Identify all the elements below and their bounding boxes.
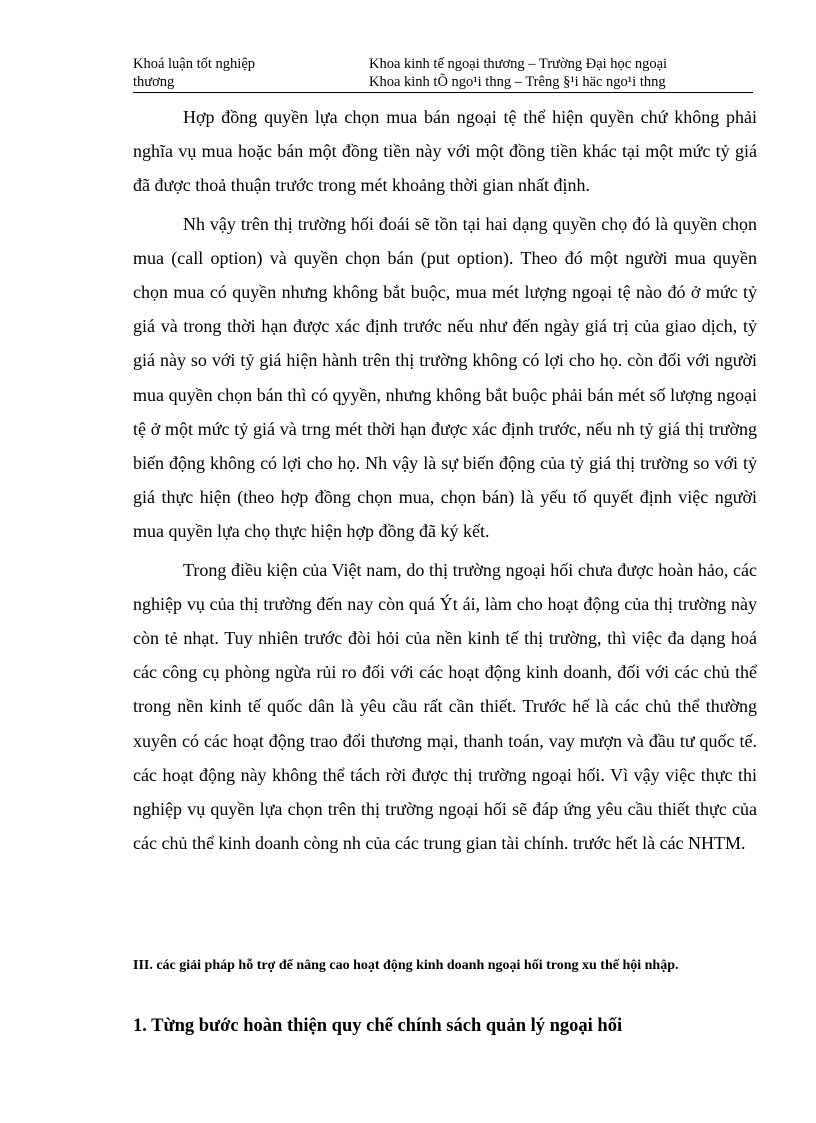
header-divider (133, 92, 753, 93)
header-thesis-label-cont: thương (133, 74, 175, 90)
header-faculty-label: Khoa kinh tế ngoại thương – Trường Đại học ngoại (369, 56, 668, 72)
paragraph-2: Nh vậy trên thị trường hối đoái sẽ tồn tại hai dạng quyền chọ đó là quyền chọn mua (call option) và quyền chọn bán (put option). Theo đó một người mua quyền chọn mua có quyền nhưng không bắt buộc, mua mét lượng ngoại tệ nào đó ở mức tỷ giá và trong thời hạn được xác định trước nếu như đến ngày giá trị của giao dịch, tỷ giá này so với tỷ giá hiện hành trên thị trường không có lợi cho họ. còn đối với người mua quyền chọn bán thì có qyyền, nhưng không bắt buộc phải bán mét số lượng ngoại tệ ở một mức tỷ giá và trng mét thời hạn được xác định trước, nếu nh tỷ giá thị trường biến động không có lợi cho họ. Nh vậy là sự biến động của tỷ giá thị trường so với tỷ giá thực hiện (theo hợp đồng chọn mua, chọn bán) là yếu tố quyết định việc người mua quyền lựa chọ thực hiện hợp đồng đã ký kết. (133, 213, 757, 542)
paragraph-1: Hợp đồng quyền lựa chọn mua bán ngoại tệ thể hiện quyền chứ không phải nghĩa vụ mua hoặc bán một đồng tiền này với một đồng tiền khác tại một mức tỷ giá đã được thoả thuận trước trong mét khoảng thời gian nhất định. (133, 107, 757, 196)
paragraph-3: Trong điều kiện của Việt nam, do thị trường ngoại hối chưa được hoàn hảo, các nghiệp vụ của thị trường đến nay còn quá Ýt ái, làm cho hoạt động của thị trường này còn tẻ nhạt. Tuy nhiên trước đòi hỏi của nền kinh tế thị trường, thì việc đa dạng hoá các công cụ phòng ngừa rủi ro đối với các hoạt động kinh doanh, đối với các chủ thể trong nền kinh tế quốc dân là yêu cầu rất cần thiết. Trước hế là các chủ thể thường xuyên có các hoạt động trao đổi thương mại, thanh toán, vay mượn và đầu tư quốc tế. các hoạt động này không thể tách rời được thị trường ngoại hối. Vì vậy việc thực thi nghiệp vụ quyền lựa chọn trên thị trường ngoại hối sẽ đáp ứng yêu cầu thiết thực của các chủ thể kinh doanh còng nh của các trung gian tài chính. trước hết là các NHTM. (133, 559, 757, 854)
section-heading: III. các giải pháp hỗ trợ để nâng cao hoạt động kinh doanh ngoại hối trong xu thế hội nhập. (133, 958, 679, 973)
body-text (133, 100, 757, 860)
header-faculty-label-legacy: Khoa kinh tÕ ngo¹i thng – Trêng §¹i häc ngo¹i thng (369, 74, 666, 90)
subsection-heading: 1. Từng bước hoàn thiện quy chế chính sách quản lý ngoại hối (133, 1016, 623, 1036)
header-thesis-label: Khoá luận tốt nghiệp (133, 56, 256, 72)
